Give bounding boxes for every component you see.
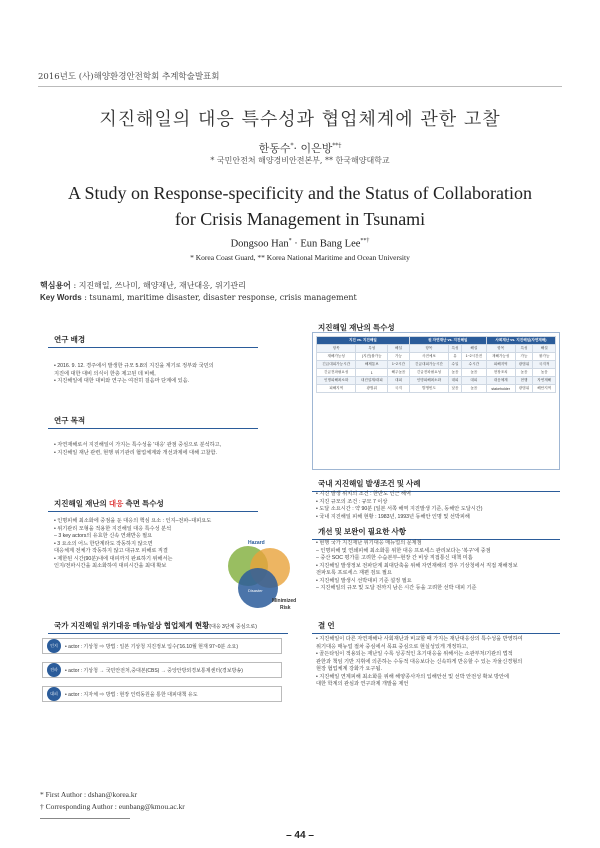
english-authors: Dongsoo Han* · Eun Bang Lee**† [230,238,370,250]
background-list: • 2016. 9. 12. 경주에서 발생한 규모 5.8의 지진을 계기로 정부와 국민의 지진에 대한 대비 의식이 한층 제고된 데 비해, • 지진해일에 대한 대비와 연구는 여전히 걸음마 단계에 있음. [54,363,214,384]
domestic-list: • 지진 발생 위치의 조건 : 한반도 인근 해역 • 지진 규모의 조건 : 규모 7 이상 • 도달 소요시간 : 약 90분 (일본 서쪽 해역 지진발생 기준, 동해안 도달시간) • 국내 지진해일 피해 현황 : 1983년, 1993년 동해안 인명 및 선박피해 [316,491,483,520]
korean-title: 지진해일의 대응 특수성과 협업체계에 관한 고찰 [99,109,501,130]
footnote-corresponding: † Corresponding Author : eunbang@kmou.ac.kr [40,802,185,811]
header-rule [38,86,562,87]
hazard-venn-diagram [220,540,300,616]
section-improvements: 개선 및 보완이 필요한 사항 [312,524,560,540]
disaster-label: Disaster [248,588,263,593]
english-title: A Study on Response-specificity and the Status of Collaboration for Crisis Management in Tsunami [68,183,532,229]
page-number: – 44 – [286,830,314,841]
section-table-title: 지진해일 재난의 특수성 [318,323,395,332]
section-conclusion: 결 언 [312,618,560,634]
keywords-korean: 핵심용어 : 지진해일, 쓰나미, 해양재난, 재난대응, 위기관리 [40,281,246,290]
tag-evacuation: 대피 [47,687,61,701]
specificity-table: 지진 vs. 지진해일 원 자연재난 vs. 지진해일 사회재난 vs. 지진해일(자연재해) 항목 특성 해설 항목 특성 해설 항목 특성 해설 재해가능성 (지진)불가능 가능 사전예보 유 1~2시간전 재해가능성 가능 불가능 긴급대피가능시간 해제통보 1~2시간 긴급대피가능시간 수일 수시간 피해지역 광범위 국지적 긴급전파필요성 1 해주높음 긴급전파필요성 높음 높음 현장조치 높음 높음 인명피해최소화 내진설계/대피 대피 인명피해최소화 대피 대피 대응체계 현행 자연재해 피해지역 광범위 국지 발생빈도 낮음 높음 stakeholder 광범위 해안지역 [316,336,556,393]
section-background: 연구 배경 [48,332,258,348]
section-specificity: 지진해일 재난의 대응 측면 특수성 [48,496,258,512]
tag-recognition: 인지 [47,639,61,653]
english-affiliation: * Korea Coast Guard, ** Korea National Maritime and Ocean University [190,253,410,262]
conference-header: 2016년도 (사)해양환경안전학회 추계학술발표회 [38,72,220,82]
keywords-english: Key Words : tsunami, maritime disaster, disaster response, crisis management [40,293,357,302]
improvements-list: • 현행 국가 지진재난 위기대응 매뉴얼의 문제점 – 인명피해 및 연쇄피해 최소화를 위한 대응 프로세스 관리보다는 '복구'에 중점 – 중산 SOC 평가를 고려한 수습본부–현장 간 비상 직접통신 대책 미흡 • 지진해일 발생정보 전파단계 최대단축을 위해 자연재해의 경우 기상청에서 직접 재해정보 전파토록 프로세스 재편 검토 필요 • 지진해일 발생시 선박대피 기준 설정 필요 – 지진해일의 규모 및 도달 전까지 남은 시간 등을 고려한 선박 대피 기준 [316,540,518,591]
row-evacuation: 대피 • actor : 지자체 ⇒ 방법 : 현장 인력동원을 통한 대피대책 유도 [42,686,282,702]
section-domestic: 국내 지진해일 발생조건 및 사례 [312,476,560,492]
section-purpose: 연구 목적 [48,413,258,429]
footnote-first-author: * First Author : dshan@korea.kr [40,790,138,799]
tag-dissemination: 전파 [47,663,61,677]
risk-label: Risk [280,605,291,611]
korean-affiliation: * 국민안전처 해양경비안전본부, ** 한국해양대학교 [210,156,390,165]
conclusion-list: • 지진해일이 다른 자연재해나 사회재난과 비교할 때 가지는 재난대응상의 특수성을 반영하여 위기대응 매뉴얼 절차 중심에서 목표 중심으로 현실성있게 개정하고, • 골든타임이 적용되는 재난일 수록 성공적인 초기대응을 위해서는 소관부처/기관의 법적 관한과 책임 기반 지휘에 의존하는 수동적 대응보다는 신속하게 반응할 수 있는 자율신경형의 현장 협업체계 강화가 요구됨. • 지진해일 연계피해 최소화를 위해 해양종사자의 입해안선 및 선박 안전성 확보 방안에 대한 학계의 관심과 연구과제 개발을 제언 [316,636,523,687]
minimized-label: Minimized [272,598,297,604]
row-dissemination: 전파 • actor : 기상청 → 국민안전처,중대본(CBS) → 중앙안방외경보통제센터(경보방송) [42,662,282,678]
footnote-rule [40,818,130,819]
purpose-list: • 자연재해로서 지진해일이 가지는 특수성을 '대응' 관점 중심으로 분석하고, • 지진해일 재난 관련, 현행 위기관리 협업체계와 개선과제에 대해 고찰함. [54,442,222,456]
row-recognition: 인지 • actor : 기상청 ⇒ 방법 : 일본 기상청 지진정보 입수('16.10월 현재 97~0분 소요) [42,638,282,654]
poster-figure [40,318,562,774]
specificity-list: • 인명피해 최소화에 중점을 둔 대응의 핵심 요소 : 인지–전파–대피요도 • 위기관리 모형을 적용한 지진해일 대응 특수성 분석 – 3 key actors의 유효한 신속 연쇄반응 필요 • 3 요소의 어느 한단계라도 작동하지 않으면 대응체계 전체가 작동하지 않고 대규모 피해로 직결 • 제한된 시간(90분)내에 대피까지 완료하기 위해서는 인지/전파시간을 최소화하여 대피시간을 최대 확보 [54,518,212,569]
section-collaboration: 국가 지진해일 위기대응 매뉴얼상 협업체계 현황(대응 3단계 중심으로) [48,618,288,634]
hazard-label: Hazard [248,540,265,546]
korean-authors: 한동수*· 이은방**† [258,142,342,155]
